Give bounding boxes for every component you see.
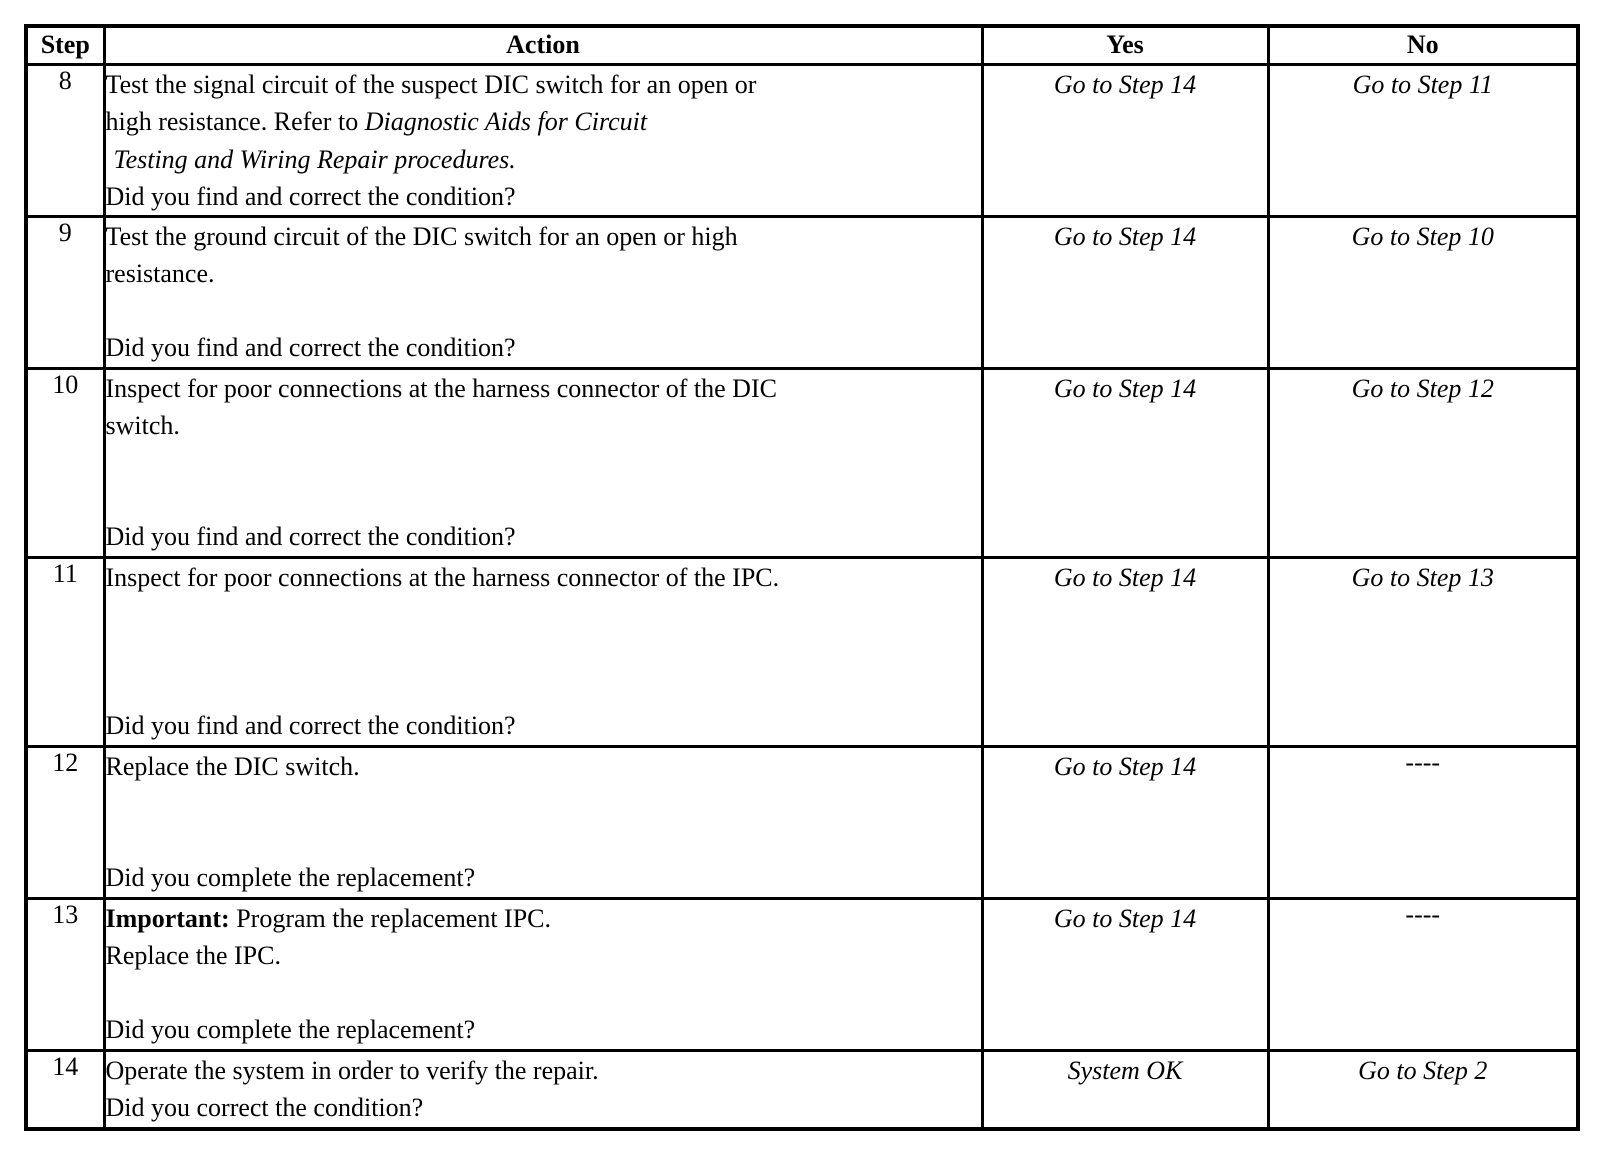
action-cell — [104, 898, 982, 1050]
yes-cell: System OK — [982, 1050, 1268, 1129]
action-cell — [104, 557, 982, 746]
action-question: Did you complete the replacement? — [105, 1015, 476, 1044]
table-row — [26, 557, 1578, 746]
action-line: Replace the DIC switch. — [105, 751, 360, 781]
step-number: 10 — [26, 368, 104, 557]
action-line: Operate the system in order to verify the repair. — [105, 1055, 599, 1085]
step-number: 12 — [26, 746, 104, 898]
header-step: Step — [26, 26, 104, 64]
step-number: 13 — [26, 898, 104, 1050]
yes-cell: Go to Step 14 — [982, 898, 1268, 1050]
action-text-plain: high resistance. Refer to — [105, 107, 365, 136]
table-row — [26, 368, 1578, 557]
step-number: 14 — [26, 1050, 104, 1129]
table-row — [26, 1050, 1578, 1129]
header-row — [26, 26, 1578, 64]
action-question: Did you find and correct the condition? — [105, 711, 516, 740]
action-cell — [104, 368, 982, 557]
action-line: Inspect for poor connections at the harness connector of the DIC — [105, 373, 777, 403]
reference-link-text: Testing and Wiring Repair procedures. — [113, 144, 516, 174]
diagnostic-table-sheet — [24, 24, 1576, 1131]
no-cell: ---- — [1268, 746, 1578, 898]
action-cell — [104, 216, 982, 368]
action-cell — [104, 746, 982, 898]
yes-cell: Go to Step 14 — [982, 216, 1268, 368]
no-cell: Go to Step 2 — [1268, 1050, 1578, 1129]
header-yes: Yes — [982, 26, 1268, 64]
no-cell: Go to Step 13 — [1268, 557, 1578, 746]
table-row — [26, 898, 1578, 1050]
no-cell: ---- — [1268, 898, 1578, 1050]
action-line — [106, 103, 981, 141]
yes-cell: Go to Step 14 — [982, 557, 1268, 746]
table-row — [26, 216, 1578, 368]
header-action: Action — [104, 26, 982, 64]
important-label: Important: — [105, 903, 230, 933]
action-line: Replace the IPC. — [105, 941, 281, 970]
action-question: Did you correct the condition? — [105, 1093, 424, 1122]
table-row — [26, 64, 1578, 216]
diagnostic-table — [24, 24, 1580, 1131]
action-line: Test the signal circuit of the suspect DIC switch for an open or — [105, 69, 757, 99]
important-text: Program the replacement IPC. — [229, 903, 552, 933]
action-question: Did you find and correct the condition? — [105, 333, 516, 362]
yes-cell: Go to Step 14 — [982, 368, 1268, 557]
no-cell: Go to Step 11 — [1268, 64, 1578, 216]
step-number: 11 — [26, 557, 104, 746]
step-number: 9 — [26, 216, 104, 368]
yes-cell: Go to Step 14 — [982, 64, 1268, 216]
table-row — [26, 746, 1578, 898]
action-line — [106, 900, 981, 938]
action-line: Test the ground circuit of the DIC switch for an open or high — [105, 221, 738, 251]
action-line: resistance. — [105, 259, 215, 288]
reference-link-text: Diagnostic Aids for Circuit — [364, 107, 648, 136]
action-cell — [104, 64, 982, 216]
action-question: Did you find and correct the condition? — [105, 182, 516, 211]
action-line: Inspect for poor connections at the harness connector of the IPC. — [105, 562, 780, 592]
action-cell — [104, 1050, 982, 1129]
action-question: Did you find and correct the condition? — [105, 522, 516, 551]
action-question: Did you complete the replacement? — [105, 863, 476, 892]
action-line: switch. — [105, 411, 180, 440]
yes-cell: Go to Step 14 — [982, 746, 1268, 898]
no-cell: Go to Step 12 — [1268, 368, 1578, 557]
no-cell: Go to Step 10 — [1268, 216, 1578, 368]
step-number: 8 — [26, 64, 104, 216]
header-no: No — [1268, 26, 1578, 64]
